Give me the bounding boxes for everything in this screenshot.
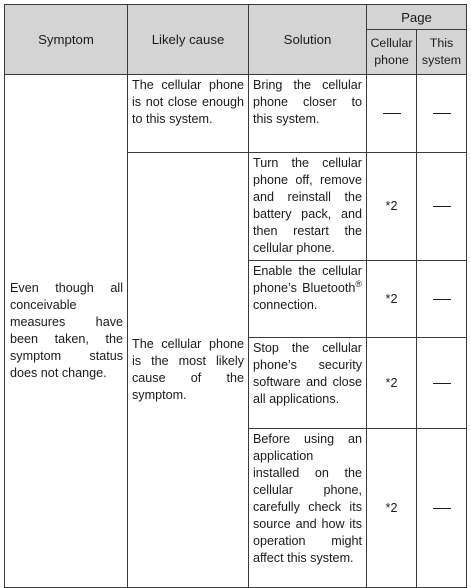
- this-system-page-cell: [417, 429, 467, 588]
- dash-mark: [433, 508, 451, 509]
- header-row: [5, 5, 467, 30]
- cellular-phone-page-cell: *2: [367, 153, 417, 261]
- this-system-page-cell: [417, 338, 467, 429]
- solution-text: Enable the cellular phone’s Bluetooth: [253, 264, 362, 295]
- dash-mark: [433, 299, 451, 300]
- this-system-page-cell: [417, 75, 467, 153]
- solution-cell: Bring the cellular phone closer to this system.: [249, 75, 367, 153]
- cellular-phone-page-cell: [367, 75, 417, 153]
- cellular-phone-page-cell: *2: [367, 429, 417, 588]
- dash-mark: [433, 383, 451, 384]
- troubleshooting-table: [4, 4, 467, 588]
- solution-cell: Before using an application installed on the cellular phone, carefully check its source and how its operation might affect this system.: [249, 429, 367, 588]
- this-system-page-cell: [417, 261, 467, 338]
- header-cellular-phone: Cellular phone: [367, 30, 417, 75]
- likely-cause-cell: The cellular phone is not close enough to this system.: [128, 75, 249, 153]
- solution-cell: Turn the cellular phone off, remove and reinstall the battery pack, and then restart the cellular phone.: [249, 153, 367, 261]
- dash-mark: [433, 206, 451, 207]
- header-this-system: This system: [417, 30, 467, 75]
- solution-text: connection.: [253, 298, 318, 312]
- likely-cause-cell: The cellular phone is the most likely cause of the symptom.: [128, 153, 249, 588]
- dash-mark: [433, 113, 451, 114]
- cellular-phone-page-cell: *2: [367, 261, 417, 338]
- symptom-cell: Even though all conceivable measures have been taken, the symptom status does not change.: [5, 75, 128, 588]
- solution-cell: [249, 261, 367, 338]
- table-row: [5, 75, 467, 153]
- header-symptom: Symptom: [5, 5, 128, 75]
- header-likely-cause: Likely cause: [128, 5, 249, 75]
- dash-mark: [383, 113, 401, 114]
- registered-mark: ®: [355, 278, 362, 289]
- header-page: Page: [367, 5, 467, 30]
- this-system-page-cell: [417, 153, 467, 261]
- header-solution: Solution: [249, 5, 367, 75]
- cellular-phone-page-cell: *2: [367, 338, 417, 429]
- solution-cell: Stop the cellular phone’s security software and close all applications.: [249, 338, 367, 429]
